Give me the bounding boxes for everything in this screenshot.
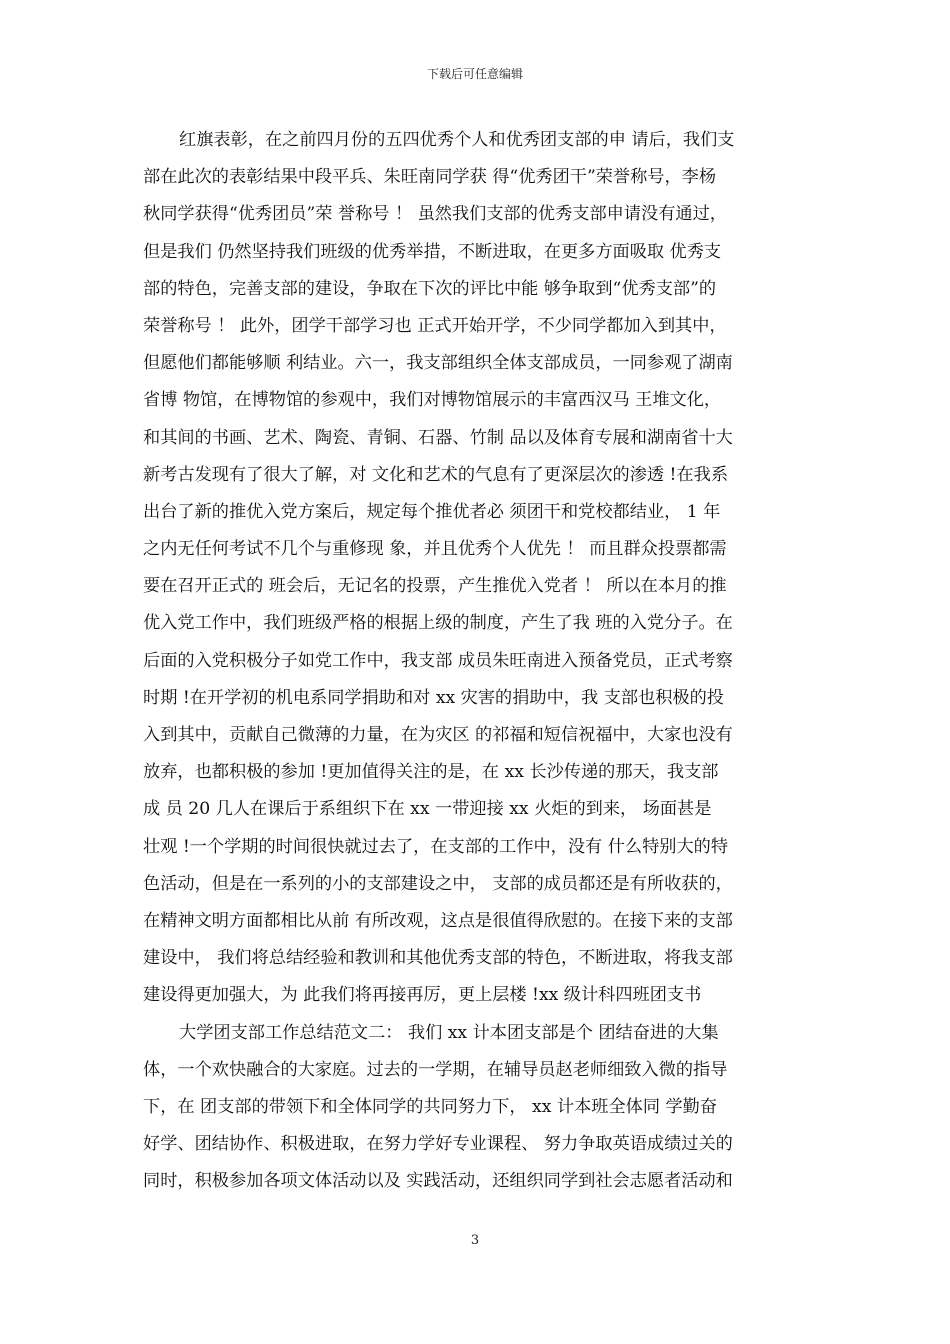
text-line: 荣誉称号 ！ 此外，团学干部学习也 正式开始开学，不少同学都加入到其中， [143, 315, 727, 336]
text-line: 红旗表彰，在之前四月份的五四优秀个人和优秀团支部的申 请后，我们支 [179, 130, 735, 150]
text-line: 新考古发现有了很大了解，对 文化和艺术的气息有了更深层次的渗透 !在我系 [143, 464, 729, 485]
text-line: 体，一个欢快融合的大家庭。过去的一学期，在辅导员赵老师细致入微的指导 [143, 1059, 728, 1080]
text-line: 但是我们 仍然坚持我们班级的优秀举措，不断进取，在更多方面吸取 优秀支 [143, 241, 722, 262]
text-line: 色活动，但是在一系列的小的支部建设之中， 支部的成员都还是有所收获的， [143, 873, 733, 894]
text-line: 壮观 !一个学期的时间很快就过去了，在支部的工作中，没有 什么特别大的特 [143, 836, 729, 857]
text-line: 成 员 20 几人在课后于系组织下在 xx 一带迎接 xx 火炬的到来， 场面甚是 [143, 799, 712, 820]
text-line: 下，在 团支部的带领下和全体同学的共同努力下， xx 计本班全体同 学勤奋 [143, 1096, 718, 1117]
text-line: 部的特色，完善支部的建设，争取在下次的评比中能 够争取到“优秀支部”的 [143, 278, 717, 299]
text-line: 建设得更加强大，为 此我们将再接再厉，更上层楼 !xx 级计科四班团支书 [143, 985, 702, 1006]
text-line: 放弃，也都积极的参加 !更加值得关注的是，在 xx 长沙传递的那天，我支部 [143, 762, 719, 783]
text-line: 省博 物馆，在博物馆的参观中，我们对博物馆展示的丰富西汉马 王堆文化， [143, 390, 722, 411]
text-line: 时期 !在开学初的机电系同学捐助和对 xx 灾害的捐助中，我 支部也积极的投 [143, 687, 724, 708]
text-line: 同时，积极参加各项文体活动以及 实践活动，还组织同学到社会志愿者活动和 [143, 1171, 733, 1192]
text-line: 出台了新的推优入党方案后，规定每个推优者必 须团干和党校都结业， 1 年 [143, 501, 721, 522]
page-header: 下载后可任意编辑 [426, 67, 523, 81]
text-line: 在精神文明方面都相比从前 有所改观，这点是很值得欣慰的。在接下来的支部 [143, 910, 733, 931]
text-line: 要在召开正式的 班会后，无记名的投票，产生推优入党者 ！ 所以在本月的推 [143, 576, 727, 597]
text-line: 建设中， 我们将总结经验和教训和其他优秀支部的特色，不断进取，将我支部 [143, 948, 733, 969]
text-line: 大学团支部工作总结范文二： 我们 xx 计本团支部是个 团结奋进的大集 [179, 1022, 719, 1043]
text-line: 好学、团结协作、积极进取，在努力学好专业课程、 努力争取英语成绩过关的 [143, 1134, 733, 1155]
text-line: 之内无任何考试不几个与重修现 象，并且优秀个人优先 ！ 而且群众投票都需 [143, 539, 727, 560]
text-line: 入到其中，贡献自己微薄的力量，在为灾区 的祁福和短信祝福中，大家也没有 [143, 725, 733, 745]
text-line: 部在此次的表彰结果中段平兵、朱旺南同学获 得“优秀团干”荣誉称号，李杨 [143, 167, 717, 188]
text-line: 优入党工作中，我们班级严格的根据上级的制度，产生了我 班的入党分子。在 [143, 613, 733, 634]
document-body [143, 122, 811, 1200]
text-line: 后面的入党积极分子如党工作中，我支部 成员朱旺南进入预备党员，正式考察 [143, 650, 733, 671]
text-line: 和其间的书画、艺术、陶瓷、青铜、石器、竹制 品以及体育专展和湖南省十大 [143, 427, 733, 448]
text-line: 但愿他们都能够顺 利结业。六一，我支部组织全体支部成员，一同参观了湖南 [143, 353, 733, 374]
page-number: 3 [470, 1233, 480, 1248]
text-line: 秋同学获得“优秀团员”荣 誉称号 ！ 虽然我们支部的优秀支部申请没有通过， [143, 204, 727, 225]
